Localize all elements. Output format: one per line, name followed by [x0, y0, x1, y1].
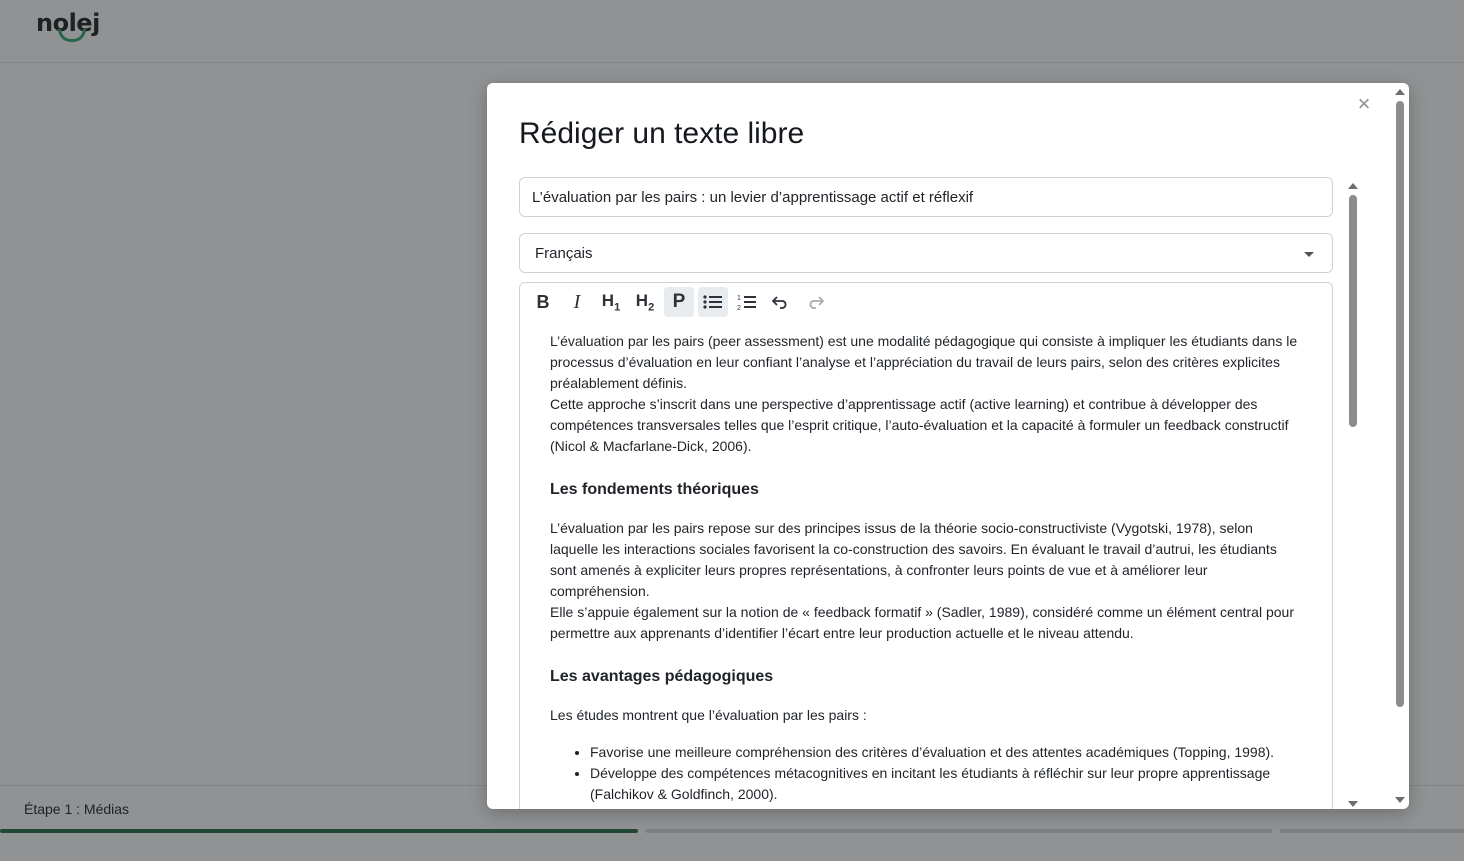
- paragraph: Elle s’appuie également sur la notion de « feedback formatif » (Sadler, 1989), considéré comme un élément central pour permettre aux apprenants d’identifier l’écart entre leur production actuelle et le niveau attendu.: [550, 604, 1294, 641]
- paragraph: Cette approche s’inscrit dans une perspective d’apprentissage actif (active learning) et contribue à développer des compétences transversales telles que l’esprit critique, l’auto-évaluation et la capacité à formuler un feedback constructif (Nicol & Macfarlane-Dick, 2006).: [550, 396, 1289, 454]
- section-heading: Les avantages pédagogiques: [550, 668, 774, 685]
- scroll-up-icon[interactable]: [1348, 183, 1358, 189]
- paragraph: L’évaluation par les pairs (peer assessment) est une modalité pédagogique qui consiste à impliquer les étudiants dans le processus d’évaluation en leur confiant l’analyse et l’appréciation du travail de leurs pairs, selon des critères explicites préalablement définis.: [550, 333, 1298, 391]
- language-value: Français: [535, 245, 593, 262]
- scroll-up-icon[interactable]: [1395, 89, 1405, 95]
- editor-scrollbar[interactable]: [1348, 181, 1358, 809]
- svg-text:2: 2: [737, 305, 741, 311]
- title-field: [519, 177, 1333, 217]
- heading1-icon: $H_1$: [601, 290, 621, 314]
- list-item: • Développe des compétences métacognitives en incitant les étudiants à réfléchir sur leur propre apprentissage (Falchikov & Goldfinch, 2000).: [590, 763, 1300, 805]
- ordered-list-icon: [737, 293, 757, 311]
- scrollbar-thumb[interactable]: [1396, 101, 1404, 707]
- heading1-button[interactable]: [596, 287, 626, 317]
- bold-icon: B: [536, 291, 550, 312]
- redo-button[interactable]: [800, 287, 830, 317]
- scroll-down-icon[interactable]: [1395, 797, 1405, 803]
- paragraph: L’évaluation par les pairs repose sur des principes issus de la théorie socio-constructiviste (Vygotski, 1978), selon laquelle les interactions sociales favorisent la co-construction des savoirs. En évaluant le travail d’autrui, les étudiants sont amenés à expliciter leurs propres représentations, à confronter leurs points de vue et à améliorer leur compréhension.: [550, 520, 1277, 599]
- ordered-list-button[interactable]: [732, 287, 762, 317]
- bullet-list-icon: [703, 294, 723, 310]
- editor-toolbar: [528, 287, 830, 317]
- italic-button[interactable]: [562, 287, 592, 317]
- paragraph-icon: P: [672, 291, 686, 312]
- close-icon[interactable]: ×: [1357, 91, 1371, 116]
- bullet-list: [550, 742, 1300, 805]
- editor-content[interactable]: [550, 331, 1300, 805]
- modal-scrollbar[interactable]: [1395, 87, 1405, 805]
- caret-down-icon: [1304, 252, 1314, 257]
- undo-icon: [772, 295, 790, 309]
- title-input[interactable]: [520, 178, 1332, 216]
- heading2-icon: $H_2$: [635, 290, 655, 314]
- paragraph-button[interactable]: [664, 287, 694, 317]
- bullet-list-button[interactable]: [698, 287, 728, 317]
- paragraph: Les études montrent que l’évaluation par les pairs :: [550, 707, 867, 723]
- modal-title: Rédiger un texte libre: [519, 117, 805, 150]
- section-heading: Les fondements théoriques: [550, 481, 759, 498]
- scrollbar-thumb[interactable]: [1349, 195, 1357, 427]
- scroll-down-icon[interactable]: [1348, 801, 1358, 807]
- redo-icon: [806, 295, 824, 309]
- undo-button[interactable]: [766, 287, 796, 317]
- rich-text-editor: [519, 282, 1333, 809]
- free-text-modal: [487, 83, 1409, 809]
- language-select[interactable]: [519, 233, 1333, 273]
- bold-button[interactable]: [528, 287, 558, 317]
- list-item: • Favorise une meilleure compréhension des critères d’évaluation et des attentes académiques (Topping, 1998).: [590, 742, 1300, 763]
- svg-text:1: 1: [737, 295, 741, 302]
- italic-icon: I: [573, 290, 581, 313]
- heading2-button[interactable]: [630, 287, 660, 317]
